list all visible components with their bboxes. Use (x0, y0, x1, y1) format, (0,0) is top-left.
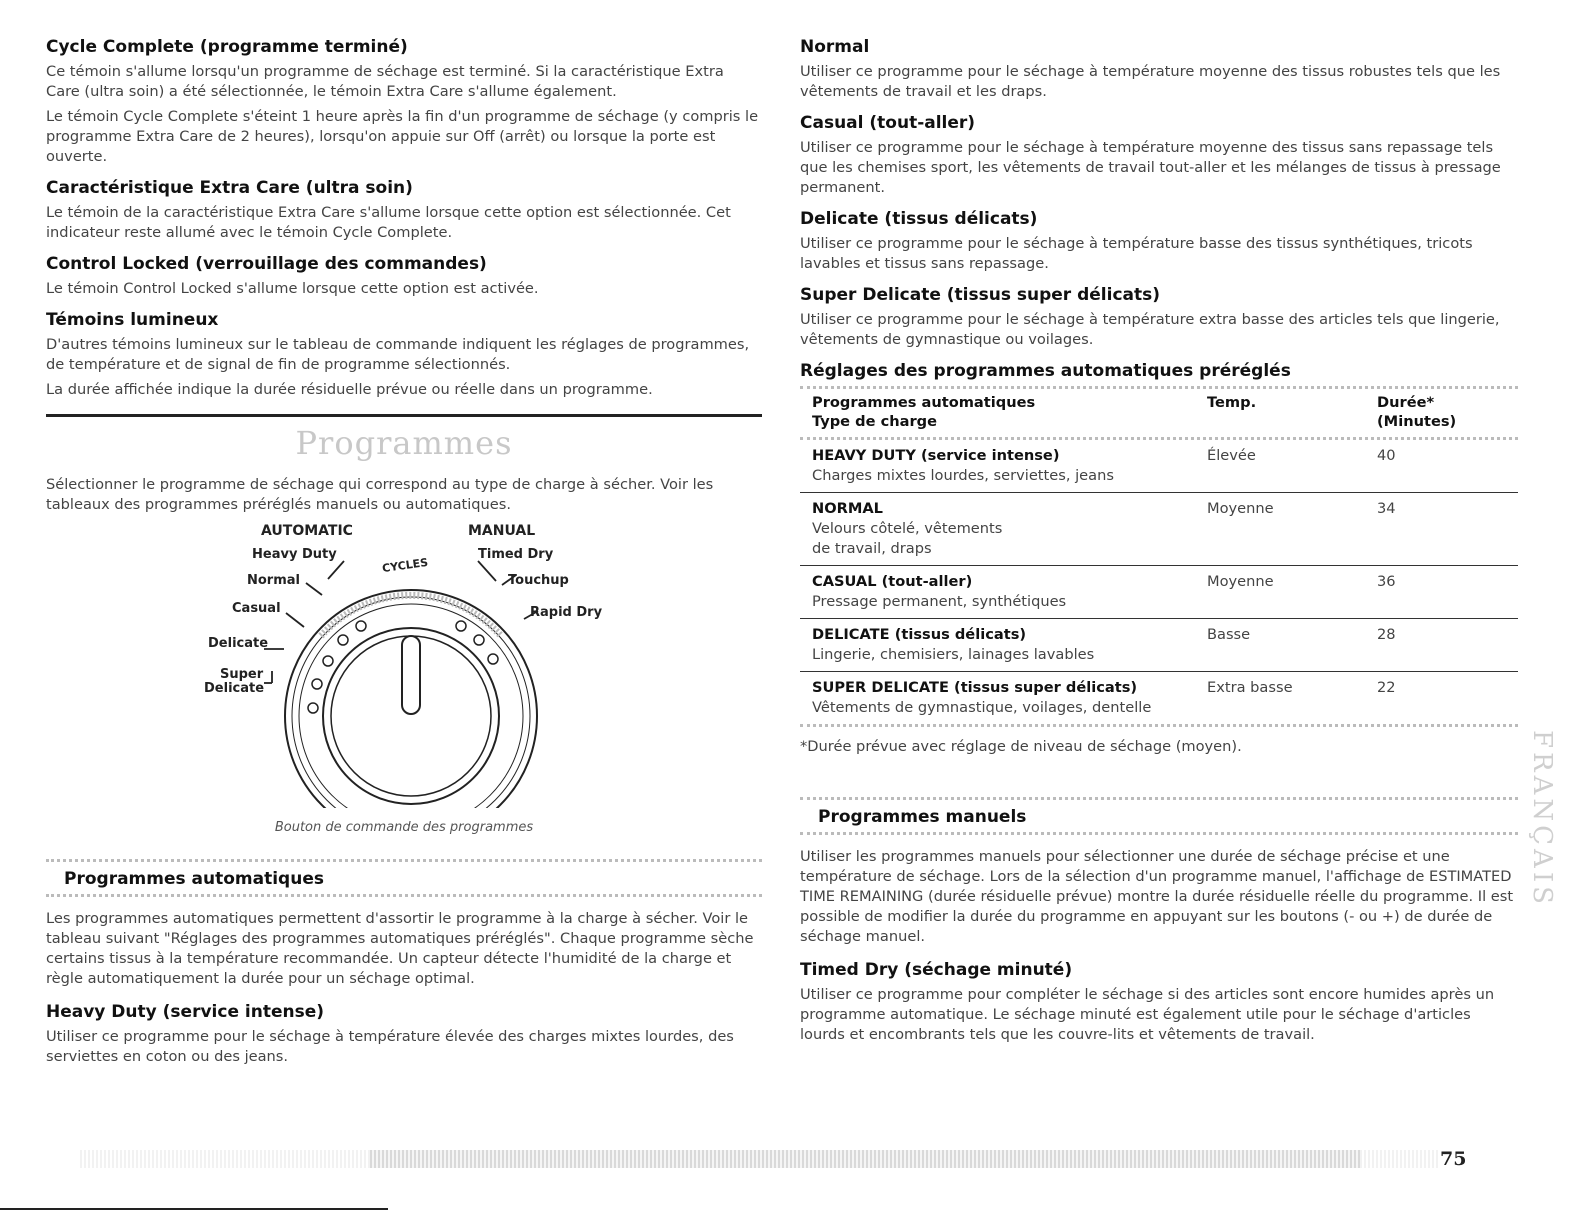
language-side-tab: FRANÇAIS (1527, 730, 1557, 908)
label-delicate: Delicate (208, 636, 269, 651)
paragraph: D'autres témoins lumineux sur le tableau de commande indiquent les réglages de programmes, de température et de signal de fin de programme sélectionnés. (46, 336, 750, 373)
label-timed-dry: Timed Dry (478, 547, 554, 562)
label-super: Super (220, 667, 264, 682)
col-header-programmes: Programmes automatiques (812, 394, 1036, 411)
paragraph: Utiliser ce programme pour compléter le séchage si des articles sont encore humides après un programme automatique. Le séchage minuté est également utile pour le séchage d'articles lourds et encombrants tels que les couvre-lits et vêtements de travail. (800, 986, 1495, 1043)
row-temp: Moyenne (1207, 573, 1274, 590)
heading-temoins: Témoins lumineux (46, 310, 219, 330)
label-casual: Casual (232, 601, 281, 616)
programmes-title: Programmes (295, 424, 513, 462)
paragraph: Utiliser ce programme pour le séchage à température moyenne des tissus sans repassage tels que les chemises sport, les vêtements de travail tout-aller et les mélanges de tissus à pressage permanent. (800, 139, 1501, 196)
footer-strip (80, 1150, 1440, 1168)
row-name: DELICATE (tissus délicats) (812, 626, 1027, 643)
row-duree: 34 (1377, 500, 1396, 517)
band-auto-programmes (46, 859, 762, 897)
heading-presets-table: Réglages des programmes automatiques préréglés (800, 361, 1291, 381)
row-duree: 36 (1377, 573, 1396, 590)
paragraph: La durée affichée indique la durée résiduelle prévue ou réelle dans un programme. (46, 381, 653, 398)
row-duree: 22 (1377, 679, 1396, 696)
row-desc: Lingerie, chemisiers, lainages lavables (812, 646, 1095, 663)
row-duree: 28 (1377, 626, 1396, 643)
paragraph: Les programmes automatiques permettent d'assortir le programme à la charge à sécher. Voir le tableau suivant "Réglages des programmes automatiques préréglés". Chaque programme sèche certains tissus à la température recommandée. Un capteur détecte l'humidité de la charge et règle automatiquement la durée pour un séchage optimal. (46, 910, 754, 987)
heading-cycle-complete: Cycle Complete (programme terminé) (46, 37, 408, 57)
label-heavy-duty: Heavy Duty (252, 547, 337, 562)
bottom-rule (0, 1208, 388, 1210)
paragraph: Ce témoin s'allume lorsqu'un programme de séchage est terminé. Si la caractéristique Extra Care (ultra soin) a été sélectionnée, le témoin Extra Care s'allume également. (46, 63, 724, 100)
row-name: NORMAL (812, 500, 883, 517)
paragraph: Utiliser ce programme pour le séchage à température élevée des charges mixtes lourdes, des serviettes en coton ou des jeans. (46, 1028, 734, 1065)
diagram-caption: Bouton de commande des programmes (274, 820, 534, 835)
row-desc: Charges mixtes lourdes, serviettes, jeans (812, 467, 1114, 484)
section-timed-dry (800, 959, 1518, 1045)
section-cycle-complete (46, 36, 762, 167)
table-row (800, 440, 1518, 493)
label-rapid-dry: Rapid Dry (530, 605, 603, 620)
row-desc: Velours côtelé, vêtements (812, 520, 1003, 537)
label-automatic: AUTOMATIC (261, 523, 353, 539)
row-temp: Extra basse (1207, 679, 1293, 696)
section-normal (800, 36, 1518, 102)
label-touchup: Touchup (508, 573, 569, 588)
heading-auto-programmes: Programmes automatiques (64, 869, 324, 889)
row-temp: Basse (1207, 626, 1251, 643)
table-footnote: *Durée prévue avec réglage de niveau de séchage (moyen). (800, 738, 1242, 755)
row-duree: 40 (1377, 447, 1396, 464)
paragraph: Utiliser ce programme pour le séchage à température moyenne des tissus robustes tels que les vêtements de travail et les draps. (800, 63, 1501, 100)
paragraph: Le témoin Cycle Complete s'éteint 1 heure après la fin d'un programme de séchage (y compris le programme Extra Care de 2 heures), lorsqu'on appuie sur Off (arrêt) ou lorsque la porte est ouverte. (46, 108, 759, 165)
paragraph: Le témoin Control Locked s'allume lorsque cette option est activée. (46, 280, 539, 297)
section-divider (46, 414, 762, 417)
heading-super-delicate: Super Delicate (tissus super délicats) (800, 285, 1161, 305)
table-row (800, 566, 1518, 619)
col-header-temp: Temp. (1207, 394, 1257, 411)
row-temp: Élevée (1207, 447, 1256, 464)
label-normal: Normal (247, 573, 300, 588)
row-temp: Moyenne (1207, 500, 1274, 517)
heading-heavy-duty: Heavy Duty (service intense) (46, 1002, 324, 1022)
right-column (800, 36, 1518, 1055)
left-column (46, 36, 762, 1077)
paragraph: Utiliser ce programme pour le séchage à température extra basse des articles tels que lingerie, vêtements de gymnastique ou voilages. (800, 311, 1500, 348)
row-desc: Vêtements de gymnastique, voilages, dentelle (812, 699, 1152, 716)
label-super-delicate: Delicate (204, 681, 265, 696)
table-row (800, 619, 1518, 672)
heading-casual: Casual (tout-aller) (800, 113, 976, 133)
row-desc: Pressage permanent, synthétiques (812, 593, 1067, 610)
heading-normal: Normal (800, 37, 870, 57)
col-header-type: Type de charge (812, 413, 938, 430)
paragraph: Le témoin de la caractéristique Extra Care s'allume lorsque cette option est sélectionnée. Cet indicateur reste allumé avec le témoin Cycle Complete. (46, 204, 731, 241)
section-casual (800, 112, 1518, 198)
label-manual: MANUAL (468, 523, 536, 539)
programmes-intro: Sélectionner le programme de séchage qui correspond au type de charge à sécher. Voir les tableaux des programmes préréglés manuels ou automatiques. (46, 476, 714, 513)
section-extra-care (46, 177, 762, 243)
heading-control-locked: Control Locked (verrouillage des commandes) (46, 254, 487, 274)
section-control-locked (46, 253, 762, 299)
section-delicate (800, 208, 1518, 274)
band-manual-programmes (800, 797, 1518, 835)
heading-manual-programmes: Programmes manuels (818, 807, 1027, 827)
col-header-duree: Durée* (1377, 394, 1435, 411)
row-name: CASUAL (tout-aller) (812, 573, 973, 590)
presets-table (800, 386, 1518, 727)
row-name: SUPER DELICATE (tissus super délicats) (812, 679, 1138, 696)
row-desc-continued: de travail, draps (812, 540, 932, 557)
table-row (800, 672, 1518, 727)
col-header-minutes: (Minutes) (1377, 413, 1457, 430)
table-header (800, 389, 1518, 440)
cycle-knob-diagram (46, 523, 762, 808)
label-cycles: CYCLES (381, 555, 429, 576)
table-row (800, 493, 1518, 566)
section-heavy-duty (46, 1001, 762, 1067)
heading-timed-dry: Timed Dry (séchage minuté) (800, 960, 1073, 980)
page-number: 75 (1440, 1148, 1467, 1170)
heading-delicate: Delicate (tissus délicats) (800, 209, 1038, 229)
paragraph: Utiliser ce programme pour le séchage à température basse des tissus synthétiques, tricots lavables et tissus sans repassage. (800, 235, 1473, 272)
row-name: HEAVY DUTY (service intense) (812, 447, 1060, 464)
paragraph: Utiliser les programmes manuels pour sélectionner une durée de séchage précise et une température de séchage. Lors de la sélection d'un programme manuel, l'affichage de ESTIMATED TIME REMAINING (durée résiduelle prévue) montre la durée résiduelle réelle du programme. Il est possible de modifier la durée du programme en appuyant sur les boutons (- ou +) de durée de séchage manuel. (800, 848, 1514, 945)
section-temoins (46, 309, 762, 400)
heading-extra-care: Caractéristique Extra Care (ultra soin) (46, 178, 413, 198)
section-super-delicate (800, 284, 1518, 350)
